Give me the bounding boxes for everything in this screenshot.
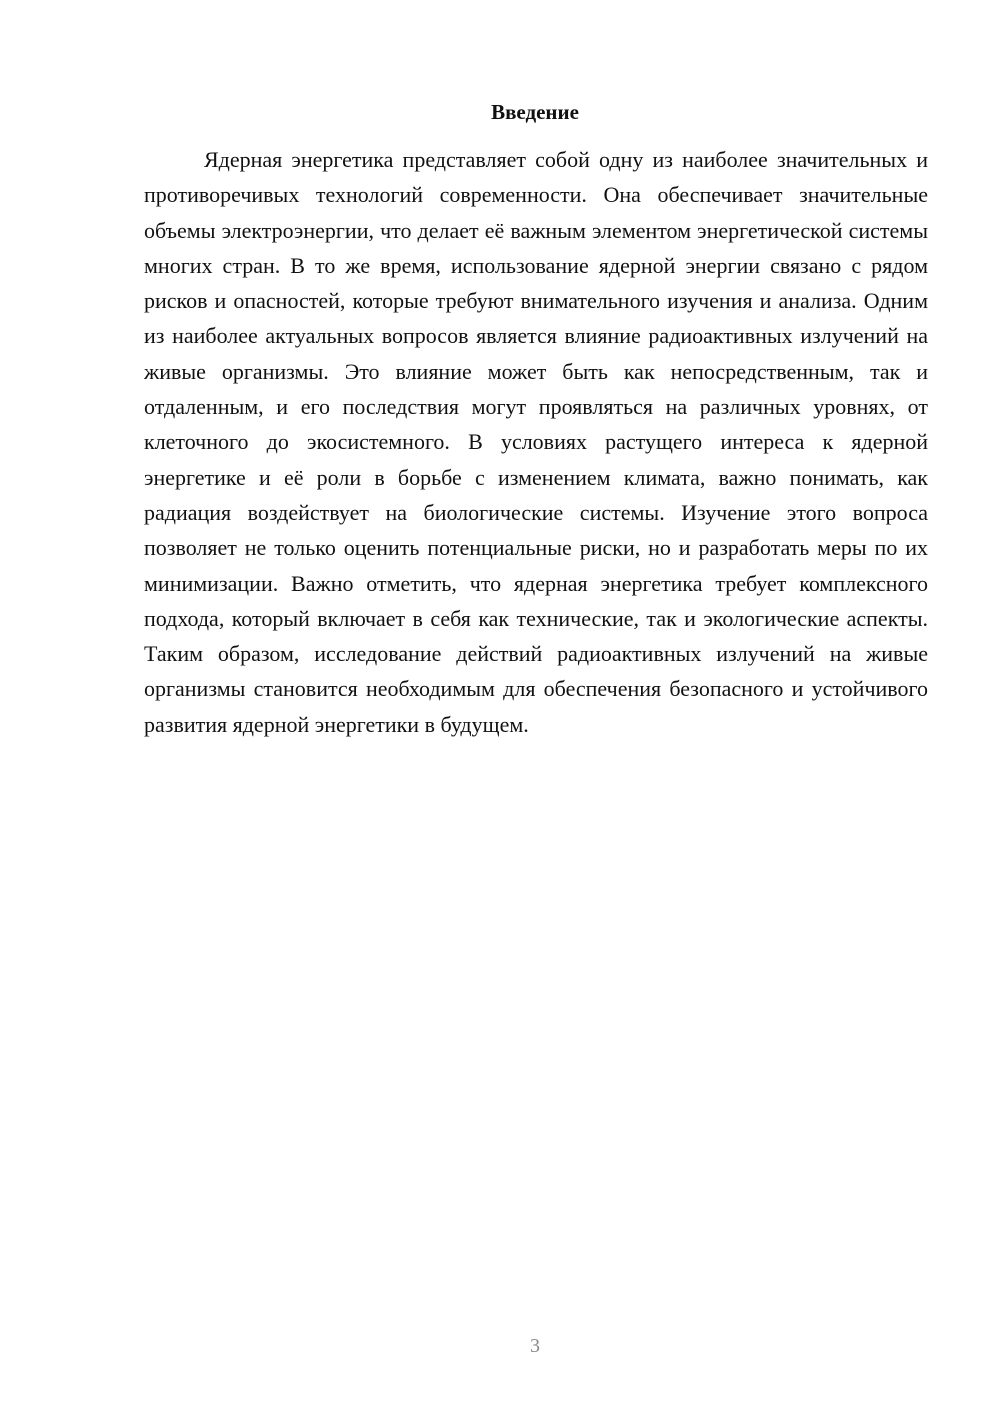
section-heading: Введение [491, 100, 579, 124]
page-number: 3 [530, 1335, 540, 1357]
body-paragraph: Ядерная энергетика представляет собой одну из наиболее значительных и противоречивых технологий современности. Она обеспечивает значительные объемы электроэнергии, что делает её важным элементом энергетической системы многих стран. В то же время, использование ядерной энергии связано с рядом рисков и опасностей, которые требуют внимательного изучения и анализа. Одним из наиболее актуальных вопросов является влияние радиоактивных излучений на живые организмы. Это влияние может быть как непосредственным, так и отдаленным, и его последствия могут проявляться на различных уровнях, от клеточного до экосистемного. В условиях растущего интереса к ядерной энергетике и её роли в борьбе с изменением климата, важно понимать, как радиация воздействует на биологические системы. Изучение этого вопроса позволяет не только оценить потенциальные риски, но и разработать меры по их минимизации. Важно отметить, что ядерная энергетика требует комплексного подхода, который включает в себя как технические, так и экологические аспекты. Таким образом, исследование действий радиоактивных излучений на живые организмы становится необходимым для обеспечения безопасного и устойчивого развития ядерной энергетики в будущем. [144, 147, 928, 737]
